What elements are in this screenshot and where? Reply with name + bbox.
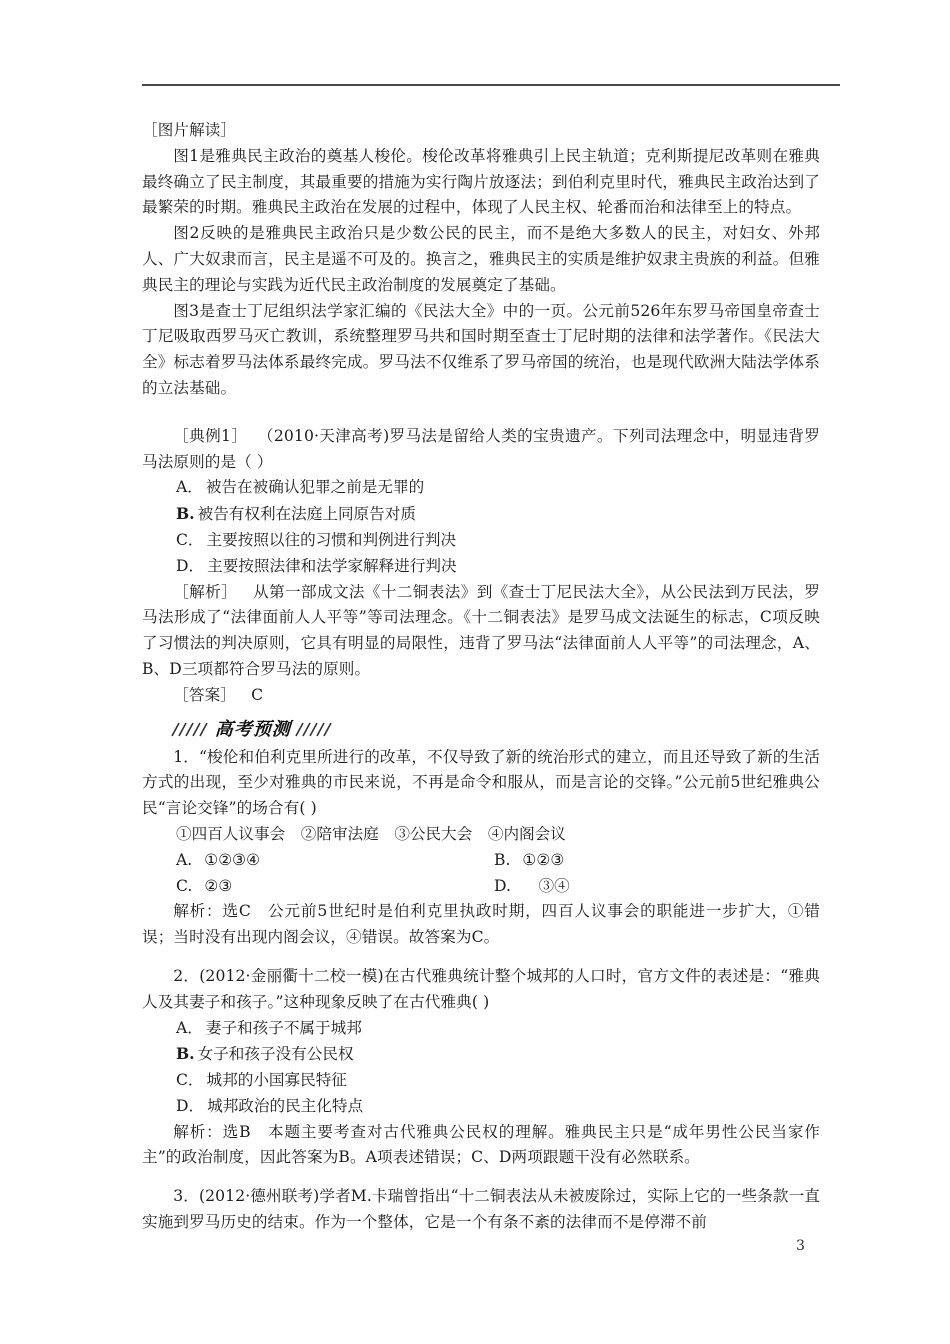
option-label: A． (176, 1018, 203, 1037)
option-label: A. (176, 850, 193, 869)
option-label: D． (176, 556, 205, 575)
prediction-section-heading (142, 713, 820, 743)
analysis-label: ［解析］ (173, 582, 238, 601)
option-label: D． (176, 1096, 205, 1115)
option-text: 被告有权利在法庭上同原告对质 (197, 505, 416, 524)
option-a (176, 848, 260, 874)
question-2-option-b (142, 1041, 820, 1068)
question-1-options-row-2 (142, 874, 820, 900)
question-1-options-row-1 (142, 848, 820, 874)
option-label: B. (176, 504, 195, 524)
option-c (176, 874, 232, 900)
option-d (494, 874, 570, 900)
option-text: 女子和孩子没有公民权 (197, 1045, 354, 1064)
option-text: 城邦的小国寡民特征 (206, 1071, 347, 1090)
option-text: ①②③ (522, 850, 565, 869)
option-b (494, 848, 564, 874)
option-label: C． (176, 1071, 204, 1090)
option-text: 被告在被确认犯罪之前是无罪的 (205, 478, 425, 497)
option-text: 城邦政治的民主化特点 (207, 1096, 364, 1115)
option-label: B. (494, 850, 511, 869)
question-stem-text: “梭伦和伯利克里所进行的改革，不仅导致了新的统治形式的建立，而且还导致了新的生活方式的出现，至少对雅典的市民来说，不再是命令和服从，而是言论的交锋。”公元前5世纪雅典公民“言论交锋”的场合有( ) (142, 747, 820, 818)
question-stem-text: (2012·德州联考)学者M.卡瑞曾指出“十二铜表法从未被废除过，实际上它的一些条款一直实施到罗马历史的结束。作为一个整体，它是一个有条不紊的法律而不是停滞不前 (142, 1187, 821, 1232)
option-label: C． (176, 530, 204, 549)
question-2-analysis: 解析：选B 本题主要考查对古代雅典公民权的理解。雅典民主只是“成年男性公民当家作主”的政治制度，因此答案为B。A项表述错误；C、D两项跟题干没有必然联系。 (142, 1122, 820, 1167)
question-1-stem (142, 745, 820, 822)
option-text: 妻子和孩子不属于城邦 (205, 1018, 362, 1037)
example-option-b (142, 501, 820, 528)
slash-ornament-left-icon (170, 722, 212, 737)
spacer (142, 402, 820, 424)
page-number: 3 (796, 1238, 805, 1254)
example-analysis (142, 580, 820, 683)
question-number: 2． (173, 966, 200, 985)
question-number: 3． (173, 1187, 199, 1206)
option-label: B. (176, 1044, 195, 1064)
question-2-option-a (142, 1016, 820, 1042)
example-stem (142, 424, 820, 476)
option-text: ③④ (522, 876, 570, 895)
prediction-section-title: 高考预测 (214, 718, 292, 740)
question-2-stem (142, 964, 820, 1016)
example-stem-text: （2010·天津高考)罗马法是留给人类的宝贵遗产。下列司法理念中，明显违背罗马法原则的是（ ） (142, 426, 820, 471)
option-text: 主要按照以往的习惯和判例进行判决 (206, 530, 457, 549)
question-number: 1． (173, 747, 199, 766)
answer-value: C (251, 685, 264, 704)
image-notes-paragraph-3: 图3是查士丁尼组织法学家汇编的《民法大全》中的一页。公元前526年东罗马帝国皇帝查士丁尼吸取西罗马灭亡教训，系统整理罗马共和国时期至查士丁尼时期的法律和法学著作。《民法大全》标志着罗马法体系最终完成。罗马法不仅维系了罗马帝国的统治，也是现代欧洲大陆法学体系的立法基础。 (142, 301, 820, 397)
example-answer (142, 683, 820, 709)
question-stem-text: (2012·金丽衢十二校一模)在古代雅典统计整个城邦的人口时，官方文件的表述是：“雅典人及其妻子和孩子。”这种现象反映了在古代雅典( ) (142, 966, 820, 1011)
example-option-a (142, 475, 820, 501)
question-3-stem (142, 1184, 820, 1236)
spacer (142, 951, 820, 964)
option-text: ①②③④ (204, 850, 261, 869)
header-rule (142, 84, 840, 86)
option-label: C. (176, 876, 193, 895)
example-label: ［典例1］ (173, 426, 248, 445)
question-2-option-d (142, 1094, 820, 1120)
slash-ornament-right-icon (294, 722, 336, 737)
analysis-text: 从第一部成文法《十二铜表法》到《查士丁尼民法大全》，从公民法到万民法，罗马法形成了“法律面前人人平等”等司法理念。《十二铜表法》是罗马成文法诞生的标志，C项反映了习惯法的判决原则，它具有明显的局限性，违背了罗马法“法律面前人人平等”的司法理念，A、B、D三项都符合罗马法的原则。 (142, 582, 820, 678)
page-content (142, 118, 820, 1236)
question-2-option-c (142, 1068, 820, 1094)
answer-label: ［答案］ (173, 685, 236, 704)
spacer (142, 1171, 820, 1184)
example-option-d (142, 554, 820, 580)
example-option-c (142, 528, 820, 554)
image-notes-paragraph-2: 图2反映的是雅典民主政治只是少数公民的民主，而不是绝大多数人的民主，对妇女、外邦人、广大奴隶而言，民主是遥不可及的。换言之，雅典民主的实质是维护奴隶主贵族的利益。但雅典民主的理论与实践为近代民主政治制度的发展奠定了基础。 (142, 224, 820, 294)
image-notes-heading: ［图片解读］ (142, 121, 237, 139)
image-notes-paragraph-1: 图1是雅典民主政治的奠基人梭伦。梭伦改革将雅典引上民主轨道；克利斯提尼改革则在雅典最终确立了民主制度，其最重要的措施为实行陶片放逐法；到伯利克里时代，雅典民主政治达到了最繁荣的时期。雅典民主政治在发展的过程中，体现了人民主权、轮番而治和法律至上的特点。 (142, 146, 820, 217)
option-text: 主要按照法律和法学家解释进行判决 (207, 556, 457, 575)
option-label: A． (176, 478, 203, 497)
option-text: ②③ (204, 876, 233, 895)
question-1-analysis: 解析：选C 公元前5世纪时是伯利克里执政时期，四百人议事会的职能进一步扩大，①错误；当时没有出现内阁会议，④错误。故答案为C。 (142, 902, 820, 947)
question-1-items: ①四百人议事会 ②陪审法庭 ③公民大会 ④内阁会议 (176, 824, 566, 843)
option-label: D. (494, 876, 511, 895)
